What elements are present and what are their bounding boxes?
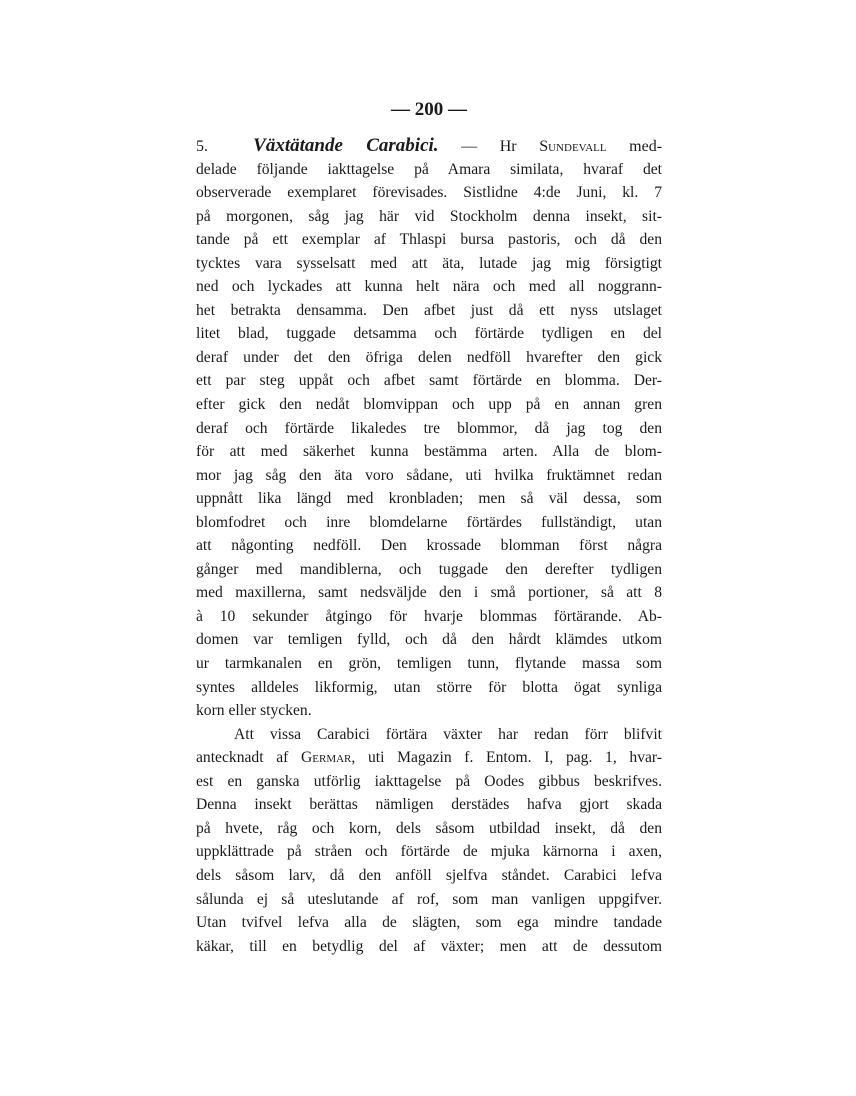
text-line: korn eller stycken. (196, 702, 312, 720)
text-line: ur tarmkanalen en grön, temligen tunn, flytande massa som (196, 655, 662, 673)
text-line: domen var temligen fylld, och då den hårdt klämdes utkom (196, 631, 662, 649)
text-line: delade följande iakttagelse på Amara similata, hvaraf det (196, 160, 662, 178)
text-line: blomfodret och inre blomdelarne förtärdes fullständigt, utan (196, 513, 662, 531)
section-heading-line (196, 134, 662, 158)
text-line: est en ganska utförlig iakttagelse på Oodes gibbus beskrifves. (196, 772, 662, 790)
author-germar: Germar (301, 749, 352, 767)
section-number: 5. (196, 138, 208, 155)
text-line: à 10 sekunder åtgingo för hvarje blommas förtärande. Ab- (196, 607, 662, 625)
text-line: käkar, till en betydlig del af växter; men att de dessutom (196, 937, 662, 955)
presenter-name: Sundevall (539, 138, 607, 155)
text-line: Utan tvifvel lefva alla de slägten, som ega mindre tandade (196, 914, 662, 932)
section-title: Växtätande Carabici. (253, 135, 439, 156)
paragraph-1 (196, 134, 662, 723)
text-line: för att med säkerhet kunna bestämma arten. Alla de blom- (196, 443, 662, 461)
text-line: efter gick den nedåt blomvippan och upp på en annan gren (196, 396, 662, 414)
text-line: på hvete, råg och korn, dels såsom utbildad insekt, då den (196, 819, 662, 837)
text-line: uppklättrade på stråen och förtärde de mjuka kärnorna i axen, (196, 843, 662, 861)
text-line: deraf under det den öfriga delen nedföll hvarefter den gick (196, 348, 662, 366)
text-line: syntes alldeles likformig, utan större för blotta ögat synliga (196, 678, 662, 696)
text-line: observerade exemplaret förevisades. Sistlidne 4:de Juni, kl. 7 (196, 184, 662, 202)
text-line: tycktes vara sysselsatt med att äta, lutade jag mig försigtigt (196, 254, 662, 272)
text-line: uppnått lika längd med kronbladen; men så väl dessa, som (196, 490, 662, 508)
text-line: deraf och förtärde likaledes tre blommor, då jag tog den (196, 419, 662, 437)
presenter-prefix: Hr (499, 138, 517, 155)
text-line: gånger med mandiblerna, och tuggade den derefter tydligen (196, 560, 662, 578)
text-line-citation (196, 746, 662, 770)
text-line: mor jag såg den äta voro sådane, uti hvilka fruktämnet redan (196, 466, 662, 484)
text-line: tande på ett exemplar af Thlaspi bursa pastoris, och då den (196, 231, 662, 249)
heading-dash: — (461, 138, 478, 155)
text-line: med maxillerna, samt nedsväljde den i små portioner, så att 8 (196, 584, 662, 602)
text-line: att någonting nedföll. Den krossade blomman först några (196, 537, 662, 555)
text-line: sålunda ej så uteslutande af rof, som man vanligen uppgifver. (196, 890, 662, 908)
text-line: dels såsom larv, då den anföll sjelfva ståndet. Carabici lefva (196, 866, 662, 884)
citation-rest: , uti Magazin f. Entom. I, pag. 1, hvar- (351, 749, 662, 767)
text-line: ned och lyckades att kunna helt nära och med all noggrann- (196, 278, 662, 296)
text-line: ett par steg uppåt och afbet samt förtärde en blomma. Der- (196, 372, 662, 390)
paragraph-2 (196, 723, 662, 958)
text-line: Att vissa Carabici förtära växter har redan förr blifvit (234, 725, 662, 743)
text-line: het betrakta densamma. Den afbet just då ett nyss utslaget (196, 301, 662, 319)
text-line: Denna insekt berättas nämligen derstädes hafva gjort skada (196, 796, 662, 814)
page-number: — 200 — (391, 99, 467, 120)
citation-prefix: antecknadt af (196, 749, 289, 767)
text-line: på morgonen, såg jag här vid Stockholm denna insekt, sit- (196, 207, 662, 225)
first-line-rest: med- (629, 138, 662, 155)
text-line: litet blad, tuggade detsamma och förtärde tydligen en del (196, 325, 662, 343)
document-page (196, 98, 662, 958)
